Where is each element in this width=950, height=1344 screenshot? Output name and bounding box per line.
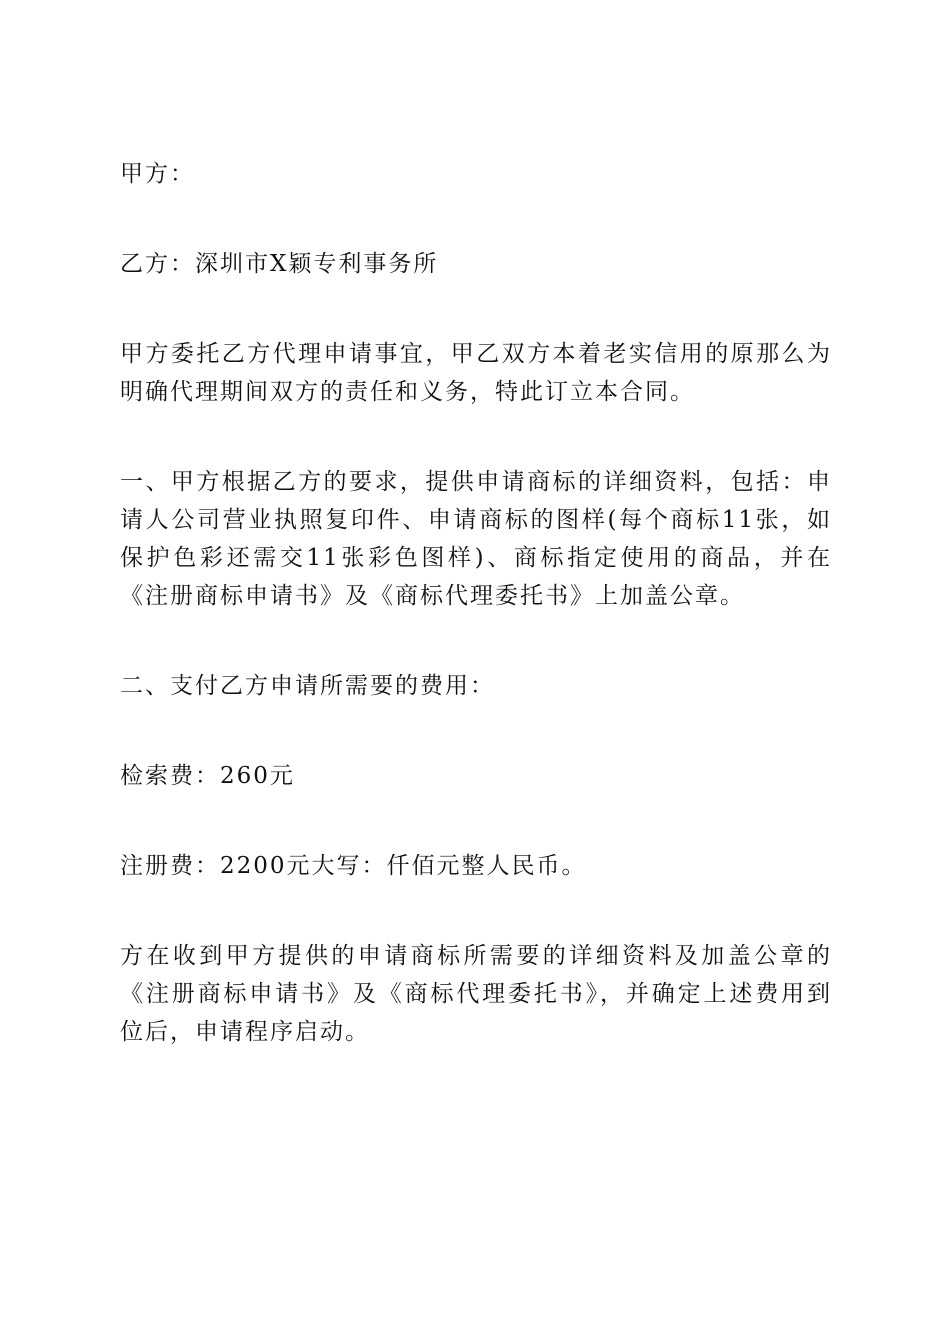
paragraph-gap xyxy=(120,193,832,245)
party-b-line: 乙方：深圳市X颖专利事务所 xyxy=(120,251,439,277)
registration-fee-line: 注册费：2200元大写：仟佰元整人民币。 xyxy=(120,853,587,879)
party-a-line: 甲方： xyxy=(120,161,195,187)
search-fee-line: 检索费：260元 xyxy=(120,763,295,789)
clause-two-paragraph: 二、支付乙方申请所需要的费用： xyxy=(120,673,495,699)
paragraph-gap xyxy=(120,283,832,335)
paragraph-gap xyxy=(120,795,832,847)
document-body xyxy=(120,155,832,1051)
paragraph-gap xyxy=(120,885,832,937)
intro-paragraph: 甲方委托乙方代理申请事宜，甲乙双方本着老实信用的原那么为明确代理期间双方的责任和义务，特此订立本合同。 xyxy=(120,341,832,405)
paragraph-gap xyxy=(120,705,832,757)
paragraph-gap xyxy=(120,615,832,667)
clause-one-paragraph: 一、甲方根据乙方的要求，提供申请商标的详细资料，包括：申请人公司营业执照复印件、申请商标的图样(每个商标11张，如保护色彩还需交11张彩色图样)、商标指定使用的商品，并在《注册商标申请书》及《商标代理委托书》上加盖公章。 xyxy=(120,469,832,609)
closing-paragraph: 方在收到甲方提供的申请商标所需要的详细资料及加盖公章的《注册商标申请书》及《商标代理委托书》，并确定上述费用到位后，申请程序启动。 xyxy=(120,943,832,1045)
paragraph-gap xyxy=(120,411,832,463)
